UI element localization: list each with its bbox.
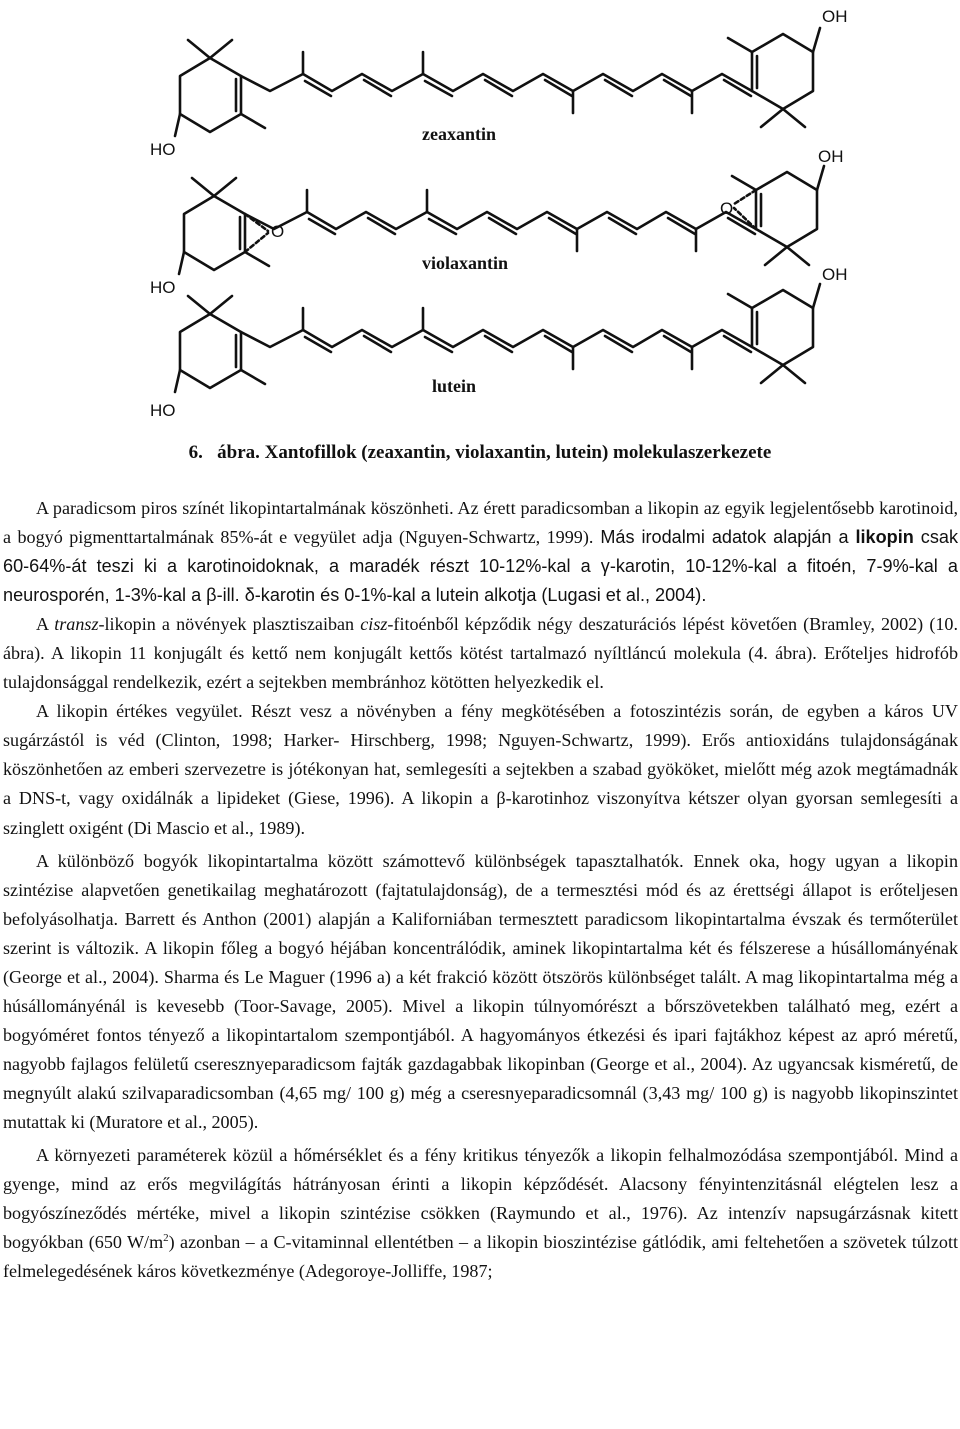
paragraph [3,697,958,842]
paragraph [3,610,958,697]
figure-caption [0,437,960,469]
body-text [3,494,958,1286]
epoxide-oxygen-right: O [720,199,734,218]
paragraph [3,494,958,610]
text-run: ) azonban – a C-vitaminnal ellentétben – a likopin bioszintézise gátlódik, ami feltehetően a szövetek túlzott felmelegedésének káros következménye (Adegoroye-Jolliffe, 1987; [3,1232,958,1282]
text-run: transz [54,614,99,635]
xanthophyll-structures-figure [0,0,960,425]
text-run: A paradicsom piros színét likopintartalmának köszönheti. Az érett paradicsomban a likopin az egyik legjelentősebb karotinoid, a bogyó pigmenttartalmának 85%-át e vegyület adja (Nguyen-Schwartz, 1999). [3,498,958,548]
text-run: A [36,614,55,635]
paragraph [3,847,958,1137]
hydroxyl-label-right: OH [818,147,844,166]
text-run: A különböző bogyók likopintartalma között számottevő különbségek tapasztalhatók. Ennek oka, hogy ugyan a likopin szintézise alapvetően genetikailag meghatározott (fajtatulajdonság), de a termesztési mód és az érettségi állapot is erőteljesen befolyásolhatja. Barrett és Anthon (2001) alapján a Kaliforniában termesztett paradicsom likopintartalma évszak és termőterület szerint is változik. A likopin főleg a bogyó héjában koncentrálódik, aminek likopintartalma két és félszerese a húsállományénak (George et al., 2004). Sharma és Le Maguer (1996 a) a két frakció között ötszörös különbséget talált. A mag likopintartalma még a húsállományénál is kevesebb (Toor-Savage, 2005). Mivel a likopin túlnyomórészt a bőrszövetekben található meg, ezért a bogyóméret fontos tényező a likopintartalom szempontjából. A hagyományos étkezési és ipari fajtákhoz képest az apró méretű, nagyobb fajlagos felületű cseresznyeparadicsom fajták gazdagabbak likopinban (George et al., 2004). Az ugyancsak kisméretű, de megnyúlt alakú szilvaparadicsomban (4,65 mg/ 100 g) még a cseresnyeparadicsomnál (3,43 mg/ 100 g) is nagyobb likopinszintet mutattak ki (Muratore et al., 2005). [3,850,958,1132]
epoxide-oxygen-left: O [271,222,285,241]
hydroxyl-label-right: OH [822,265,848,284]
text-run: likopin [855,527,914,548]
molecule-diagrams [0,0,960,425]
hydroxyl-label-left: HO [150,401,176,420]
zeaxantin-structure [150,7,848,159]
paragraph [3,1141,958,1286]
text-run: A környezeti paraméterek közül a hőmérséklet és a fény kritikus tényezők a likopin felhalmozódása szempontjából. Mind a gyenge, mind az erős megvilágítás hátrányosan érinti a likopin képződését. Alacsony fényintenzitásnál elégtelen lesz a bogyószíneződés mértéke, mivel a likopin szintézise csökken (Raymundo et al., 1976). Az intenzív napsugárzásnak kitett bogyókban (650 W/m [3,1145,958,1253]
text-run: csak 60-64%-át teszi ki a karotinoidoknak, a maradék részt 10-12%-kal a γ-karotin, 10-12%-kal a fitoén, 7-9%-kal a neurosporén, 1-3%-kal a β-ill. δ-karotin és 0-1%-kal a lutein alkotja (Lugasi et al., 2004). [3,527,958,606]
text-run: Más irodalmi adatok alapján a [593,527,856,548]
text-run: -likopin a növények plasztiszaiban [98,614,361,635]
violaxantin-label: violaxantin [422,253,509,273]
text-run: A likopin értékes vegyület. Részt vesz a növényben a fény megkötésében a fotoszintézis során, de egyben a káros UV sugárzástól is véd (Clinton, 1998; Harker- Hirschberg, 1998; Nguyen-Schwartz, 1999). Erős antioxidáns tulajdonságának köszönhetően az emberi szervezetre is jótékonyan hat, semlegesíti a sejtekben a szabad gyököket, mielőtt még azok megtámadnák a DNS-t, vagy oxidálnák a lipideket (Giese, 1996). A likopin a β-karotinhoz viszonyítva kétszer olyan gyorsan semlegesíti a szinglett oxigént (Di Mascio et al., 1989). [3,701,958,838]
text-run: 2 [163,1232,169,1245]
lutein-label: lutein [432,376,477,396]
hydroxyl-label-left: HO [150,140,176,159]
figure-word: ábra. [217,442,260,463]
violaxantin-structure [150,147,844,297]
text-run: -fitoénből képződik négy deszaturációs lépést követően (Bramley, 2002) (10. ábra). A likopin 11 konjugált és kettő nem konjugált kettős kötést tartalmazó nyíltláncú molekula (4. ábra). Erőteljes hidrofób tulajdonsággal rendelkezik, ezért a sejtekben membránhoz kötötten helyezkedik el. [3,614,959,693]
text-run: cisz [360,614,388,635]
lutein-structure [150,265,848,420]
figure-caption-text: Xantofillok (zeaxantin, violaxantin, lutein) molekulaszerkezete [264,442,772,463]
hydroxyl-label-right: OH [822,7,848,26]
zeaxantin-label: zeaxantin [422,124,496,144]
figure-number: 6. [188,442,203,463]
hydroxyl-label-left: HO [150,278,176,297]
